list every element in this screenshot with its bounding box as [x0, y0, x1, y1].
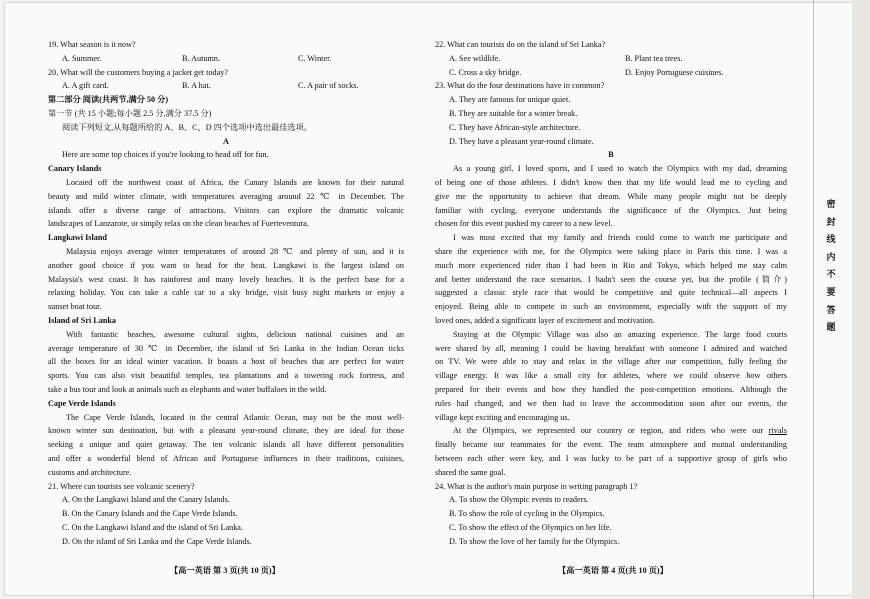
langkawi-title: Langkawi Island — [48, 233, 107, 243]
seal-line-notice — [824, 196, 838, 337]
binding-line — [813, 0, 814, 599]
q19-option-a: A. Summer. — [62, 53, 102, 63]
langkawi-line: relaxing holiday. You can take a cable car to a sky bridge, visit busy night markets or enjoy a — [48, 288, 404, 298]
page-footer-right: 【高一英语 第 4 页(共 10 页)】 — [558, 566, 668, 575]
q23-option-b: B. They are suitable for a winter break. — [449, 108, 578, 118]
b-p3-line: were shared by all, meaning I could be having breakfast with someone I admired and watched — [435, 343, 787, 353]
srilanka-line: average temperature of 30 ℃ in December, the island of Sri Lanka in the Indian Ocean ticks — [48, 343, 404, 353]
capeverde-line: known winter sun destination, but with a pleasant year-round climate, they are ideal for those — [48, 426, 404, 436]
q24-option-b: B. To show the role of cycling in the Olympics. — [449, 509, 605, 519]
b-p1-line: familiar with cycling, everyone understands the significance of the Olympics. Just being — [435, 205, 787, 215]
part2-heading: 第二部分 阅读(共两节,满分 50 分) — [48, 95, 169, 105]
q19-options — [48, 52, 404, 66]
langkawi-line: Malaysia enjoys average winter temperatures of around 28 ℃ and plenty of sun, and it is — [66, 246, 404, 256]
b-p4-line: between each other were key, and I was lucky to be part of a supportive group of girls who — [435, 453, 787, 463]
srilanka-line: sports. You can also visit beautiful temples, tea plantations and a towering rock fortress, and — [48, 371, 404, 381]
q22-options-row2 — [435, 66, 787, 80]
seal-char: 封 — [826, 216, 836, 227]
q20-option-b: B. A hat. — [182, 81, 211, 91]
b-p1-line: chosen for this event pushed my career to a new level. — [435, 219, 613, 229]
b-p4-line: shared the same goal. — [435, 467, 506, 477]
b-p2-line: share the experience with me, for the Olympics were taking place in Paris this time. I was a — [435, 246, 787, 256]
q20-stem: 20. What will the customers buying a jacket get today? — [48, 67, 228, 77]
q22-options-row1 — [435, 52, 787, 66]
srilanka-title: Island of Sri Lanka — [48, 315, 117, 325]
q20-option-a: A. A gift card. — [62, 81, 109, 91]
q22-option-d: D. Enjoy Portuguese cuisines. — [625, 67, 724, 77]
seal-char: 密 — [826, 199, 836, 209]
b-p3-line: prepared for their events and how they handled the post-competition emotions. Although the — [435, 384, 787, 394]
langkawi-line: another good choice if you want to head for the heat. Langkawi is the largest island on — [48, 260, 404, 270]
b-p1-line: give me the opportunity to achieve that dream. While many people might not be deeply — [435, 191, 787, 201]
q20-option-c: C. A pair of socks. — [298, 81, 359, 91]
b-p3-line: on TV. We were able to stay and relax in the village after our competition, fully feeling the — [435, 357, 787, 367]
passage-a-intro: Here are some top choices if you're looking to head off for fun. — [62, 150, 269, 160]
canary-title: Canary Islands — [48, 164, 102, 174]
q19-stem: 19. What season is it now? — [48, 40, 136, 49]
b-p2-line: I was most excited that my family and friends could come to watch me participate and — [453, 233, 787, 243]
passage-b-label: B — [608, 150, 614, 160]
q23-option-d: D. They have a pleasant year-round climate. — [449, 136, 594, 146]
rivals-underlined-word: rivals — [768, 426, 787, 436]
b-p2-line: much more experienced rider than I had been in Rio and Tokyo, which helped me stay calm — [435, 260, 787, 270]
right-column — [435, 38, 787, 548]
capeverde-line: and offer a wonderful blend of African and Portuguese influences in their traditions, cuisines, — [48, 453, 404, 463]
canary-line: Located off the northwest coast of Africa, the Canary Islands are known for their natural — [66, 177, 404, 187]
langkawi-line: Malaysia's west coast. It has rainforest and many lovely beaches. It is the perfect base for a — [48, 274, 404, 284]
instructions: 阅读下列短文,从每题所给的 A、B、C、D 四个选项中选出最佳选项。 — [62, 122, 312, 132]
b-p3-line: Staying at the Olympic Village was also an amazing experience. The large food courts — [453, 329, 787, 339]
b-p3-line: village kept exciting and encouraging us. — [435, 412, 570, 422]
seal-char: 题 — [826, 322, 836, 333]
q21-option-b: B. On the Canary Islands and the Cape Verde Islands. — [62, 509, 238, 519]
q21-option-d: D. On the island of Sri Lanka and the Cape Verde Islands. — [62, 536, 252, 546]
q21-option-a: A. On the Langkawi Island and the Canary Islands. — [62, 495, 230, 505]
capeverde-line: customs and architecture. — [48, 467, 132, 477]
q23-stem: 23. What do the four destinations have in common? — [435, 81, 605, 91]
exam-sheet — [4, 2, 856, 596]
q20-options — [48, 79, 404, 93]
section1-heading: 第一节 (共 15 小题;每小题 2.5 分,满分 37.5 分) — [48, 108, 212, 118]
q19-option-c: C. Winter. — [298, 53, 332, 63]
capeverde-line: The Cape Verde Islands, located in the central Atlantic Ocean, may not be the most well- — [66, 412, 404, 422]
srilanka-line: take a bus tour and look at animals such as elephants and water buffaloes in the wild. — [48, 384, 327, 394]
b-p4-line — [435, 424, 787, 438]
q23-option-c: C. They have African-style architecture. — [449, 122, 581, 132]
b-p1-line: of being one of those athletes. I didn't know then that my life would lead me to cycling and — [435, 177, 787, 187]
b-p4-line: finally became our teammates for the event. The team atmosphere and mutual understanding — [435, 440, 787, 450]
q24-option-d: D. To show the love of her family for the Olympics. — [449, 536, 620, 546]
b-p2-line: enjoyed. Being able to compete in such an environment, especially with the support of my — [435, 302, 787, 312]
q22-stem: 22. What can tourists do on the island of Sri Lanka? — [435, 40, 606, 49]
srilanka-line: With fantastic beaches, awesome cultural sights, delicious national cuisines and an — [66, 329, 404, 339]
seal-char: 线 — [826, 234, 836, 245]
q24-option-a: A. To show the Olympic events to readers. — [449, 495, 589, 505]
seal-char: 不 — [826, 269, 836, 280]
b-p4-line-text: At the Olympics, we represented our country or region, and riders who were our — [453, 426, 769, 436]
page-footer-left: 【高一英语 第 3 页(共 10 页)】 — [170, 566, 280, 575]
q23-option-a: A. They are famous for unique quiet. — [449, 95, 571, 105]
q22-option-a: A. See wildlife. — [449, 53, 501, 63]
b-p3-line: rules had changed, and we then had to leave the accommodation soon after our events, the — [435, 398, 787, 408]
q19-option-b: B. Autumn. — [182, 53, 220, 63]
q21-stem: 21. Where can tourists see volcanic scenery? — [48, 481, 195, 491]
langkawi-line: sunset boat tour. — [48, 302, 102, 312]
seal-char: 内 — [826, 251, 836, 262]
seal-char: 要 — [826, 286, 836, 297]
q22-option-c: C. Cross a sky bridge. — [449, 67, 522, 77]
srilanka-line: all the boxes for an ideal winter vacation. It boasts a host of beaches that are perfect for water — [48, 357, 404, 367]
left-column — [48, 38, 404, 548]
seal-char: 答 — [826, 304, 836, 315]
canary-line: islands offer a diverse range of attractions. Visitors can explore the dramatic volcanic — [48, 205, 404, 215]
q24-stem: 24. What is the author's main purpose in writing paragraph 1? — [435, 481, 638, 491]
b-p3-line: village energy. It was like a small city for athletes, where we could observe how others — [435, 371, 787, 381]
q22-option-b: B. Plant tea trees. — [625, 53, 683, 63]
b-p1-line: As a young girl, I loved sports, and I used to watch the Olympics with my dad, dreaming — [453, 164, 787, 174]
b-p2-line: suggested a classic style race that would be competitive and quite technical—all aspects I — [435, 288, 787, 298]
canary-line: beauty and mild winter climate, with temperatures averaging around 22 ℃ in December. The — [48, 191, 404, 201]
page-edge-strip — [852, 0, 870, 599]
b-p2-line: loved ones, added a significant layer of excitement and motivation. — [435, 315, 655, 325]
canary-line: landscapes of Lanzarote, or simply relax on the clean beaches of Fuerteventura. — [48, 219, 309, 229]
q24-option-c: C. To show the effect of the Olympics on her life. — [449, 522, 612, 532]
passage-a-label: A — [223, 136, 229, 146]
q21-option-c: C. On the Langkawi Island and the island of Sri Lanka. — [62, 522, 243, 532]
capeverde-title: Cape Verde Islands — [48, 398, 116, 408]
b-p2-line: and better understand the race scenarios. I hadn't seen the course yet, but the profile (简介) — [435, 274, 787, 284]
capeverde-line: seeking a unique and quiet getaway. The ten volcanic islands all have different personalities — [48, 440, 404, 450]
